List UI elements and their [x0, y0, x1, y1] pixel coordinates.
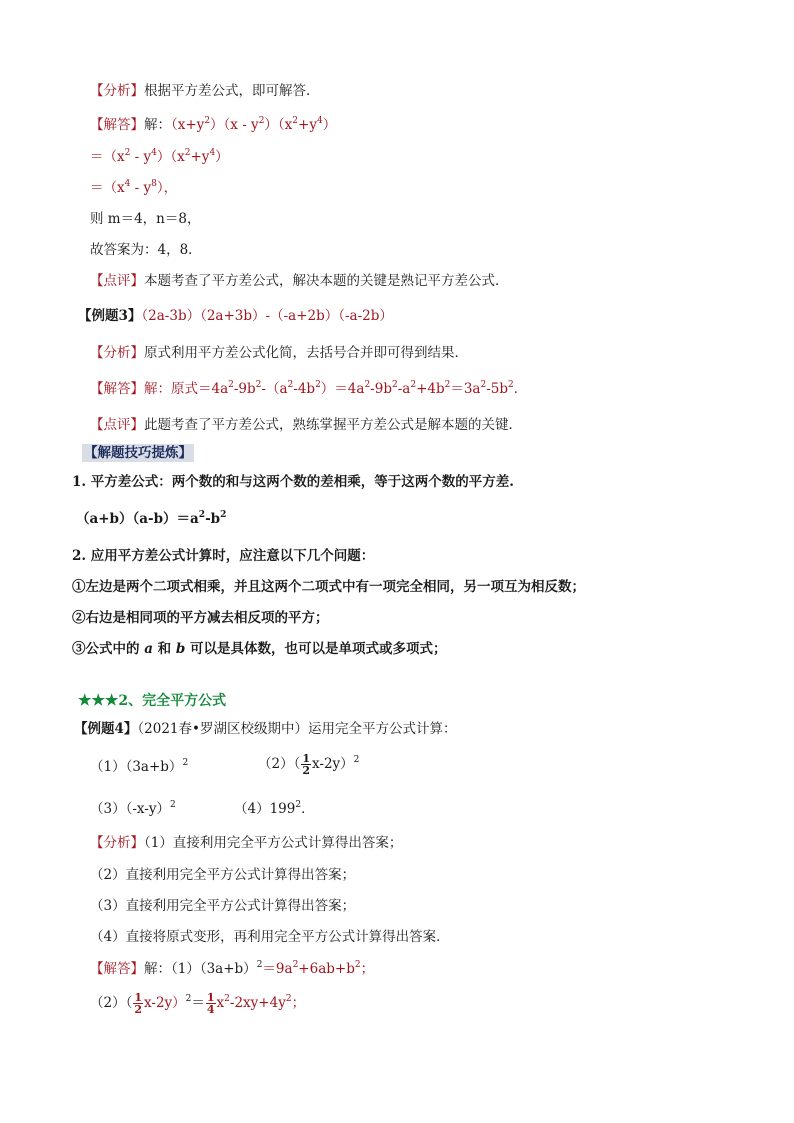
tips-tag: 【解题技巧提炼】 — [84, 445, 192, 461]
analysis-item: （2）直接利用完全平方公式计算得出答案； — [90, 867, 356, 883]
analysis-line — [90, 82, 320, 100]
review-text: 本题考查了平方差公式，解决本题的关键是熟记平方差公式． — [144, 273, 509, 289]
analysis-item: （4）直接将原式变形，再利用完全平方公式计算得出答案． — [90, 929, 450, 945]
answer-tag: 【解答】 — [90, 117, 144, 133]
question-4: $(4)199^2$． — [234, 800, 315, 817]
answer-line-2: （2）（ $\frac{1}{2}$ x-2y）$^2$＝ $\frac{1}{4}$ $x^2-2xy+4y^2$； — [90, 991, 306, 1016]
expr: $(x+y^2)(x - y^2)(x^2+y^4)$ — [171, 116, 337, 133]
section-title: 2、完全平方公式 — [118, 693, 227, 709]
tip-1: 1. 平方差公式：两个数的和与这两个数的差相乘，等于这两个数的平方差. — [72, 474, 514, 490]
example-expr: （2a-3b）（2a+3b）-（-a+2b）（-a-2b） — [141, 308, 393, 324]
step-line: $=(x^4 - y^8)$， — [90, 179, 178, 196]
result-line: 则 m＝4，n＝8， — [90, 211, 201, 227]
question-3: $(3)(-x-y)^2$ — [90, 800, 176, 817]
review-line: 【点评】此题考查了平方差公式，熟练掌握平方差公式是解本题的关键． — [90, 417, 522, 433]
analysis-line: 【分析】（1）直接利用完全平方公式计算得出答案； — [90, 835, 403, 851]
tip-2: 2. 应用平方差公式计算时，应注意以下几个问题： — [72, 548, 375, 564]
question-1: $(1)(3a+b)^2$ — [90, 758, 189, 775]
star-icon: ★★★ — [78, 691, 119, 709]
question-2: （2）（ $\frac{1}{2}$ x-2y）$^2$ — [258, 752, 360, 777]
step-line: $=(x^2 - y^4)(x^2+y^4)$ — [90, 148, 229, 165]
tip-3: ①左边是两个二项式相乘，并且这两个二项式中有一项完全相同，另一项互为相反数； — [72, 579, 585, 595]
tip-formula: $(a+b)(a-b)=a^2-b^2$ — [76, 510, 227, 527]
analysis-tag: 【分析】 — [90, 83, 144, 99]
answer-line: 【解答】解：原式$=4a^2-9b^2-(a^2-4b^2)=4a^2-9b^2-a^2+4b^2=3a^2-5b^2$． — [90, 380, 528, 397]
review-tag: 【点评】 — [90, 273, 144, 289]
analysis-text: 根据平方差公式，即可解答． — [144, 83, 320, 99]
answer-text: 解： — [144, 117, 171, 133]
tip-5: ③公式中的 a 和 b 可以是具体数，也可以是单项式或多项式； — [72, 641, 447, 657]
analysis-item: （3）直接利用完全平方公式计算得出答案； — [90, 898, 356, 914]
answer-line — [90, 116, 336, 134]
analysis-line: 【分析】原式利用平方差公式化简，去括号合并即可得到结果． — [90, 345, 468, 361]
example-4-line: 【例题4】（2021春•罗湖区校级期中）运用完全平方公式计算： — [74, 721, 457, 737]
review-line — [90, 272, 509, 290]
answer-line: 【解答】解：$(1)(3a+b)^2=9a^2+6ab+b^2$； — [90, 960, 375, 977]
tip-4: ②右边是相同项的平方减去相反项的平方； — [72, 610, 329, 626]
tips-heading — [82, 444, 194, 462]
example-3-line — [78, 307, 393, 325]
section-2-heading — [78, 691, 226, 710]
final-answer-line: 故答案为：4，8． — [90, 242, 202, 258]
example-tag: 【例题3】 — [78, 308, 142, 324]
